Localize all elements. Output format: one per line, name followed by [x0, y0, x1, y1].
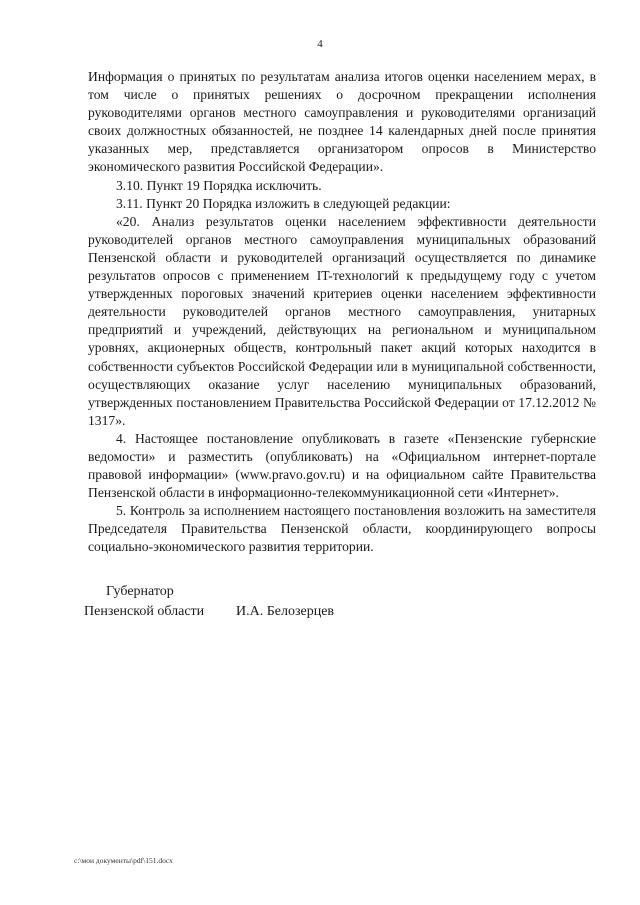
paragraph-control: 5. Контроль за исполнением настоящего постановления возложить на заместителя Председателя Правительства Пензенской области, координирующего вопросы социально-экономического развития территории.: [88, 503, 596, 555]
paragraph-3-10: 3.10. Пункт 19 Порядка исключить.: [116, 177, 322, 193]
signature-name: И.А. Белозерцев: [236, 604, 335, 619]
paragraph-3-11: 3.11. Пункт 20 Порядка изложить в следующей редакции:: [116, 195, 451, 211]
paragraph-publication: 4. Настоящее постановление опубликовать в газете «Пензенские губернские ведомости» и разместить (опубликовать) на «Официальном интернет-портале правовой информации» (www.pravo.gov.ru) и на официальном сайте Правительства Пензенской области в информационно-телекоммуникационной сети «Интернет».: [88, 430, 596, 501]
signature-region: Пензенской области: [84, 604, 205, 619]
document-body: [88, 68, 596, 557]
footer-file-path: c:\мои документы\pdf\151.docx: [74, 856, 173, 865]
paragraph-point-20: «20. Анализ результатов оценки населением эффективности деятельности руководителей органов местного самоуправления муниципальных образований Пензенской области и руководителей организаций осуществляется по динамике результатов опросов с применением IT-технологий к предыдущему году с учетом утвержденных пороговых значений критериев оценки населением эффективности деятельности руководителей органов местного самоуправления, унитарных предприятий и учреждений, действующих на региональном и муниципальном уровнях, акционерных обществ, контрольный пакет акций которых находится в собственности субъектов Российской Федерации или в муниципальной собственности, осуществляющих оказание услуг населению муниципальных образований, утвержденных постановлением Правительства Российской Федерации от 17.12.2012 № 1317».: [88, 213, 596, 428]
signature-title: Губернатор: [106, 584, 174, 599]
page-number: 4: [317, 38, 323, 50]
paragraph-report-info: Информация о принятых по результатам анализа итогов оценки населением мерах, в том числе о принятых решениях о досрочном прекращении исполнения руководителями органов местного самоуправления и руководителями организаций своих должностных обязанностей, не позднее 14 календарных дней после принятия указанных мер, представляется организатором опросов в Министерство экономического развития Российской Федерации».: [88, 69, 596, 175]
signature-block: [84, 582, 334, 622]
